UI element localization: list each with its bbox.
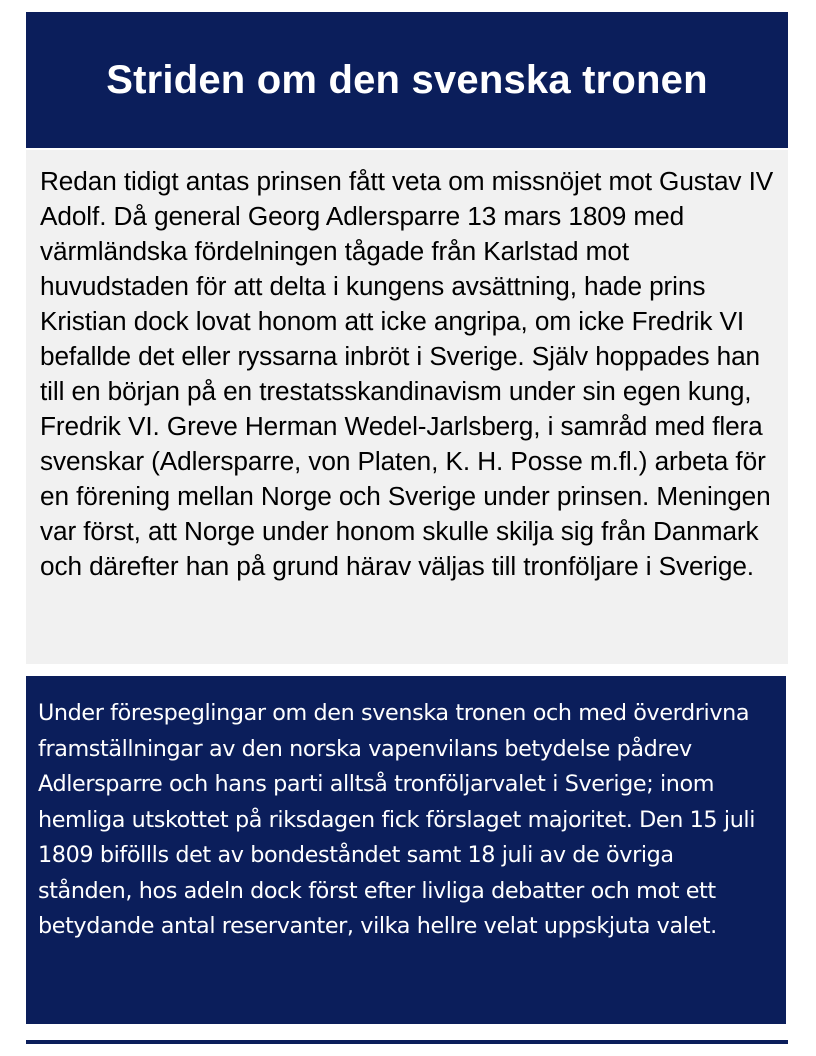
- title-banner: [26, 12, 788, 148]
- second-section: [26, 676, 786, 1024]
- first-section: [26, 150, 788, 664]
- first-section-text: Redan tidigt antas prinsen fått veta om missnöjet mot Gustav IV Adolf. Då general Georg Adlersparre 13 mars 1809 med värmländska fördelningen tågade från Karlstad mot huvudstaden för att delta i kungens avsättning, hade prins Kristian dock lovat honom att icke angripa, om icke Fredrik VI befallde det eller ryssarna inbröt i Sverige. Själv hoppades han till en början på en trestatsskandinavism under sin egen kung, Fredrik VI. Greve Herman Wedel-Jarlsberg, i samråd med flera svenskar (Adlersparre, von Platen, K. H. Posse m.fl.) arbeta för en förening mellan Norge och Sverige under prinsen. Meningen var först, att Norge under honom skulle skilja sig från Danmark och därefter han på grund härav väljas till tronföljare i Sverige.: [40, 166, 774, 581]
- page-title: Striden om den svenska tronen: [106, 57, 708, 102]
- second-section-text: Under förespeglingar om den svenska tronen och med överdrivna framställningar av den norska vapenvilans betydelse pådrev Adlersparre och hans parti alltså tronföljarvalet i Sverige; inom hemliga utskottet på riksdagen fick förslaget majoritet. Den 15 juli 1809 biföllls det av bondeståndet samt 18 juli av de övriga stånden, hos adeln dock först efter livliga debatter och mot ett betydande antal reservanter, vilka hellre velat uppskjuta valet.: [38, 700, 756, 939]
- bottom-divider: [26, 1040, 788, 1044]
